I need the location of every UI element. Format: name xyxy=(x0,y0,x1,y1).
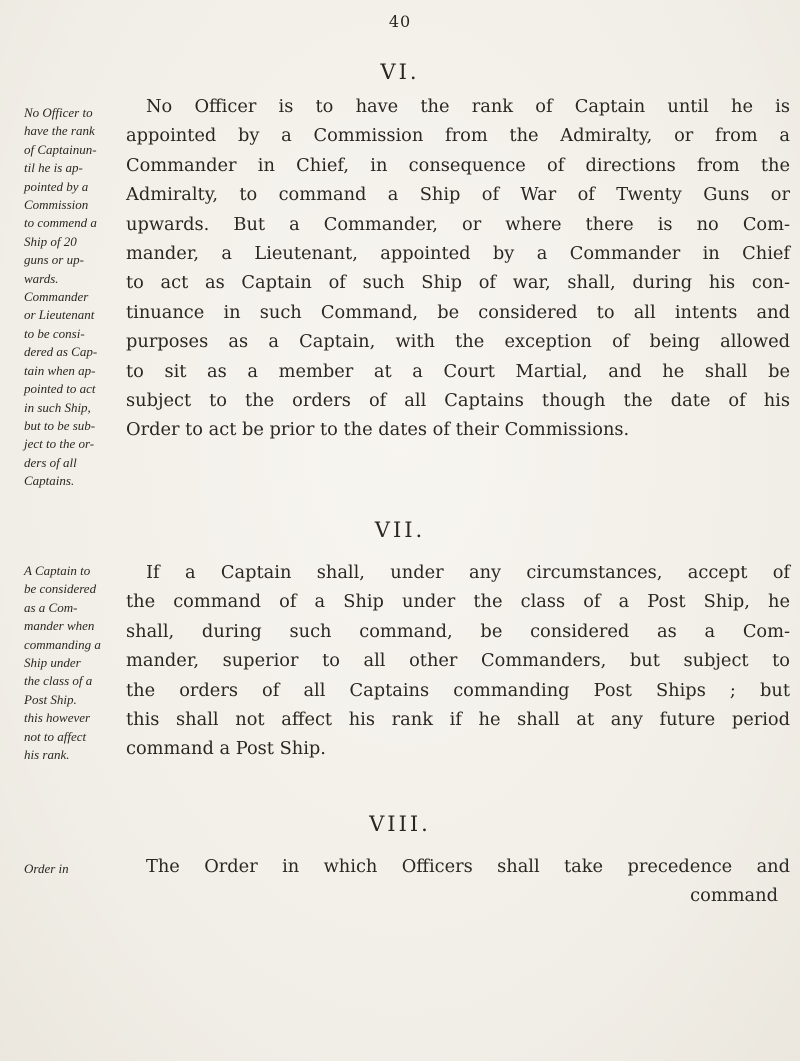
margin-line: ders of all xyxy=(24,454,77,470)
margin-line: guns or up- xyxy=(24,252,84,268)
text-line: The Order in which Officers shall take precedence and xyxy=(146,856,790,877)
margin-line: dered as Cap- xyxy=(24,344,98,360)
text-line: to sit as a member at a Court Martial, and he shall be xyxy=(126,360,790,382)
text-line: Admiralty, to command a Ship of War of Twenty Guns or xyxy=(126,184,790,206)
margin-line: Ship of 20 xyxy=(24,233,77,249)
margin-line: as a Com- xyxy=(24,599,78,615)
page-number: 40 xyxy=(388,12,412,31)
margin-line: his rank. xyxy=(24,747,70,763)
margin-line: pointed to act xyxy=(24,381,96,397)
margin-line: til he is ap- xyxy=(24,160,83,176)
paragraph-vii xyxy=(126,558,790,764)
margin-line: Post Ship. xyxy=(24,691,77,707)
text-line: the orders of all Captains commanding Post Ships ; but xyxy=(126,679,790,701)
text-line: command xyxy=(690,885,778,907)
paragraph-vi xyxy=(126,92,790,445)
margin-line: mander when xyxy=(24,618,95,634)
text-line: No Officer is to have the rank of Captain until he is xyxy=(146,96,790,117)
text-line: If a Captain shall, under any circumstances, accept of xyxy=(146,562,790,583)
text-line: command a Post Ship. xyxy=(126,738,326,760)
margin-line: Commission xyxy=(24,197,89,213)
margin-line: tain when ap- xyxy=(24,362,96,378)
margin-line: not to affect xyxy=(24,728,87,744)
margin-line: wards. xyxy=(24,270,59,286)
text-line: upwards. But a Commander, or where there is no Com- xyxy=(126,213,790,235)
margin-line: to be consi- xyxy=(24,325,85,341)
margin-note-vii xyxy=(24,562,136,764)
margin-line: this however xyxy=(24,710,91,726)
margin-line: Commander xyxy=(24,289,89,305)
margin-line: A Captain to xyxy=(24,563,91,578)
margin-line: Captains. xyxy=(24,473,75,489)
margin-line: in such Ship, xyxy=(24,399,91,415)
margin-line: ject to the or- xyxy=(24,436,95,452)
margin-line: be considered xyxy=(24,581,97,597)
section-heading-vii: VII. xyxy=(374,518,426,542)
margin-line: commanding a xyxy=(24,636,101,652)
text-line: tinuance in such Command, be considered to all intents and xyxy=(126,301,790,323)
margin-line: or Lieutenant xyxy=(24,307,95,323)
text-line: to act as Captain of such Ship of war, shall, during his con- xyxy=(126,272,790,294)
margin-line: No Officer to xyxy=(24,105,93,120)
text-line: the command of a Ship under the class of a Post Ship, he xyxy=(126,591,790,613)
text-line: Order to act be prior to the dates of their Commissions. xyxy=(126,419,630,441)
margin-note-vi xyxy=(24,104,136,491)
text-line: shall, during such command, be considered as a Com- xyxy=(126,620,790,642)
text-line: purposes as a Captain, with the exception of being allowed xyxy=(126,331,790,353)
margin-line: of Captainun- xyxy=(24,141,97,157)
text-line: mander, a Lieutenant, appointed by a Commander in Chief xyxy=(126,243,790,265)
margin-line: pointed by a xyxy=(24,178,89,194)
text-line: subject to the orders of all Captains though the date of his xyxy=(126,390,790,412)
margin-line: have the rank xyxy=(24,123,95,139)
margin-line: Ship under xyxy=(24,655,81,671)
paragraph-viii xyxy=(126,852,790,911)
section-heading-viii: VIII. xyxy=(369,812,431,836)
margin-line: Order in xyxy=(24,861,69,876)
text-line: mander, superior to all other Commanders, but subject to xyxy=(126,650,790,672)
margin-line: the class of a xyxy=(24,673,93,689)
text-line: Commander in Chief, in consequence of directions from the xyxy=(126,154,790,176)
margin-note-viii xyxy=(24,860,136,878)
text-line: appointed by a Commission from the Admiralty, or from a xyxy=(126,125,790,147)
margin-line: but to be sub- xyxy=(24,417,96,433)
text-line: this shall not affect his rank if he shall at any future period xyxy=(126,709,790,731)
margin-line: to commend a xyxy=(24,215,97,231)
section-heading-vi: VI. xyxy=(380,60,420,84)
